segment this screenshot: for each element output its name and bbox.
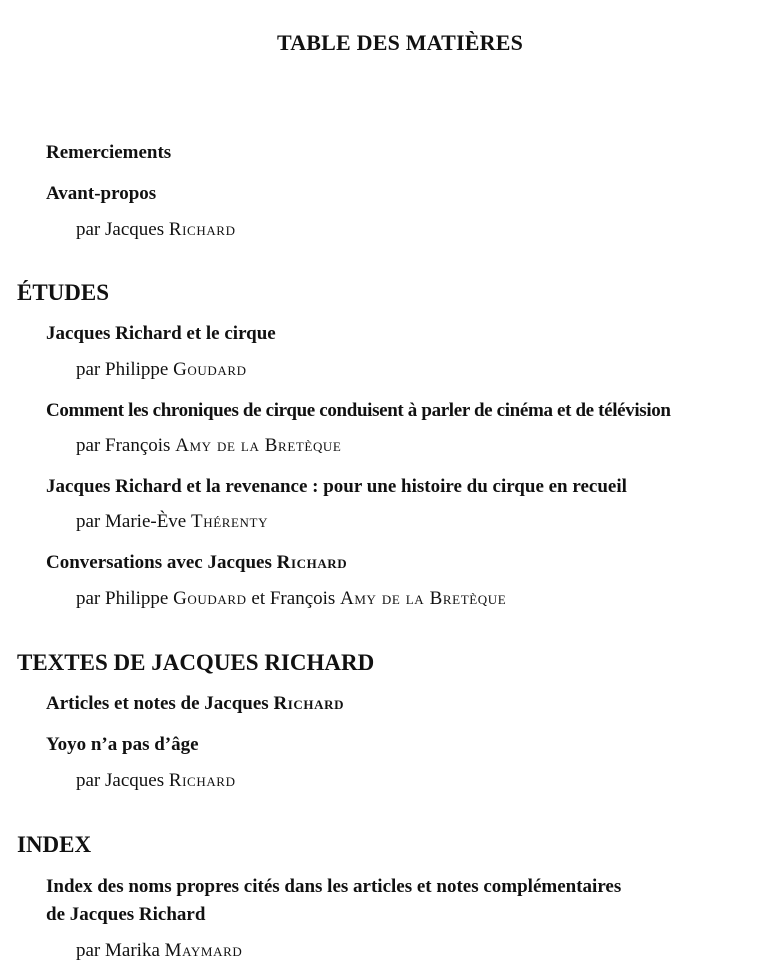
section-heading-textes: TEXTES DE JACQUES RICHARD xyxy=(17,650,375,675)
author-surname-2: Amy de la Bretèque xyxy=(340,588,507,609)
section-heading-index: INDEX xyxy=(17,832,92,857)
toc-entry-avant-propos[interactable]: Avant-propos xyxy=(46,183,157,204)
toc-author-avant-propos xyxy=(76,219,236,241)
toc-author-etude-4 xyxy=(76,588,506,610)
entry-title-surname: Richard xyxy=(276,552,348,573)
toc-author-index xyxy=(76,940,242,962)
toc-author-etude-3 xyxy=(76,511,268,533)
author-surname: Goudard xyxy=(173,588,247,609)
toc-entry-etude-2[interactable]: Comment les chroniques de cirque conduisent à parler de cinéma et de télévision xyxy=(46,400,671,421)
author-surname: Goudard xyxy=(173,359,247,380)
author-surname: Richard xyxy=(168,219,236,240)
author-prefix: par Philippe xyxy=(76,359,169,380)
author-prefix: par Jacques xyxy=(76,219,165,240)
author-surname: Richard xyxy=(168,770,236,791)
toc-entry-remerciements[interactable]: Remerciements xyxy=(46,142,172,163)
author-conjunction: et François xyxy=(251,588,336,609)
author-surname: Amy de la Bretèque xyxy=(175,435,342,456)
author-prefix: par François xyxy=(76,435,171,456)
toc-entry-etude-3[interactable]: Jacques Richard et la revenance : pour une histoire du cirque en recueil xyxy=(46,476,627,497)
page-title: TABLE DES MATIÈRES xyxy=(276,30,524,55)
toc-author-etude-2 xyxy=(76,435,341,457)
author-prefix: par Marika xyxy=(76,940,160,961)
entry-title-surname: Richard xyxy=(273,693,345,714)
author-prefix: par Philippe xyxy=(76,588,169,609)
toc-author-yoyo xyxy=(76,770,236,792)
entry-title-lead: Conversations avec Jacques xyxy=(46,552,272,573)
toc-entry-etude-1[interactable]: Jacques Richard et le cirque xyxy=(46,323,276,344)
toc-entry-index-line-2[interactable]: de Jacques Richard xyxy=(46,904,206,925)
toc-entry-articles-notes[interactable] xyxy=(46,693,344,715)
author-prefix: par Marie-Ève xyxy=(76,511,187,532)
author-prefix: par Jacques xyxy=(76,770,165,791)
author-surname: Maymard xyxy=(164,940,243,961)
entry-title-lead: Articles et notes de Jacques xyxy=(46,693,269,714)
toc-entry-index-line-1[interactable]: Index des noms propres cités dans les articles et notes complémentaires xyxy=(46,876,622,897)
section-heading-etudes: ÉTUDES xyxy=(17,280,110,305)
toc-entry-etude-4[interactable] xyxy=(46,552,347,574)
toc-entry-yoyo[interactable]: Yoyo n’a pas d’âge xyxy=(46,734,199,755)
author-surname: Thérenty xyxy=(191,511,269,532)
toc-author-etude-1 xyxy=(76,359,247,381)
